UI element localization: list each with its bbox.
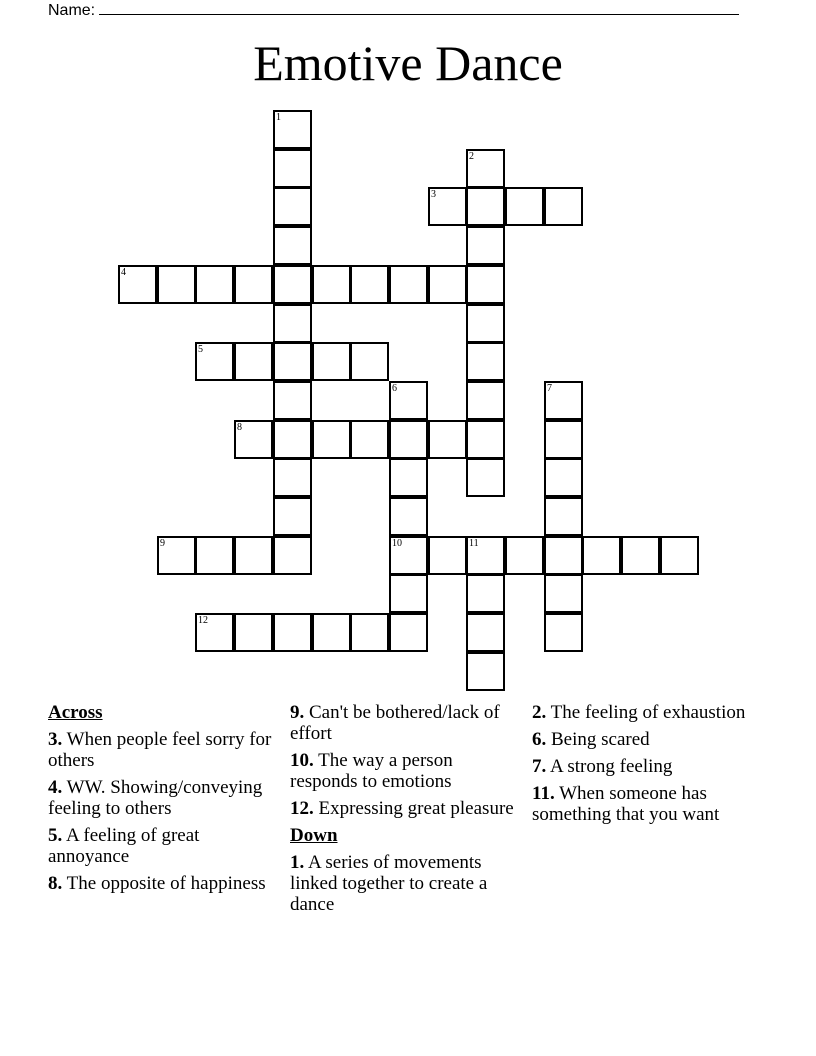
cell-number: 9 [160, 538, 165, 549]
grid-cell[interactable] [312, 420, 351, 459]
clue-across-4: 4. WW. Showing/conveying feeling to others [48, 777, 263, 819]
grid-cell[interactable] [466, 613, 505, 652]
cell-number: 8 [237, 422, 242, 433]
grid-cell[interactable] [234, 265, 273, 304]
grid-cell[interactable] [273, 187, 312, 226]
grid-cell[interactable] [234, 536, 273, 575]
grid-cell[interactable] [544, 574, 583, 613]
grid-cell[interactable] [273, 613, 312, 652]
grid-cell[interactable] [544, 187, 583, 226]
grid-cell[interactable] [312, 342, 351, 381]
grid-cell[interactable] [389, 613, 428, 652]
cell-number: 7 [547, 383, 552, 394]
grid-cell[interactable] [660, 536, 699, 575]
clues-column-3 [532, 702, 772, 831]
grid-cell[interactable] [466, 381, 505, 420]
page-title: Emotive Dance [253, 35, 563, 91]
grid-cell[interactable] [389, 381, 428, 420]
clue-across-9: 9. Can't be bothered/lack of effort [290, 702, 500, 744]
cell-number: 3 [431, 189, 436, 200]
grid-cell[interactable] [428, 265, 467, 304]
grid-cell[interactable] [195, 536, 234, 575]
grid-cell[interactable] [118, 265, 157, 304]
grid-cell[interactable] [544, 381, 583, 420]
grid-cell[interactable] [389, 497, 428, 536]
cell-number: 5 [198, 344, 203, 355]
grid-cell[interactable] [273, 149, 312, 188]
grid-cell[interactable] [389, 420, 428, 459]
cell-number: 11 [469, 538, 479, 549]
clue-across-8: 8. The opposite of happiness [48, 873, 266, 894]
grid-cell[interactable] [389, 265, 428, 304]
grid-cell[interactable] [312, 265, 351, 304]
grid-cell[interactable] [466, 304, 505, 343]
grid-cell[interactable] [273, 420, 312, 459]
grid-cell[interactable] [157, 265, 196, 304]
grid-cell[interactable] [505, 187, 544, 226]
clues-column-2 [290, 702, 520, 921]
grid-cell[interactable] [428, 420, 467, 459]
grid-cell[interactable] [195, 613, 234, 652]
grid-cell[interactable] [544, 420, 583, 459]
grid-cell[interactable] [621, 536, 660, 575]
clue-across-5: 5. A feeling of great annoyance [48, 825, 200, 867]
grid-cell[interactable] [466, 536, 505, 575]
grid-cell[interactable] [505, 536, 544, 575]
grid-cell[interactable] [350, 613, 389, 652]
grid-cell[interactable] [466, 265, 505, 304]
cell-number: 1 [276, 112, 281, 123]
grid-cell[interactable] [273, 110, 312, 149]
grid-cell[interactable] [544, 536, 583, 575]
grid-cell[interactable] [157, 536, 196, 575]
clue-down-7: 7. A strong feeling [532, 756, 673, 777]
grid-cell[interactable] [273, 226, 312, 265]
grid-cell[interactable] [273, 265, 312, 304]
clues-column-1 [48, 702, 273, 900]
clue-down-1: 1. A series of movements linked together to create a dance [290, 852, 488, 915]
grid-cell[interactable] [234, 420, 273, 459]
grid-cell[interactable] [273, 536, 312, 575]
grid-cell[interactable] [466, 652, 505, 691]
down-heading: Down [290, 825, 338, 846]
grid-cell[interactable] [544, 613, 583, 652]
grid-cell[interactable] [466, 226, 505, 265]
across-heading: Across [48, 702, 103, 723]
grid-cell[interactable] [273, 458, 312, 497]
clue-across-12: 12. Expressing great pleasure [290, 798, 514, 819]
cell-number: 10 [392, 538, 402, 549]
clue-down-6: 6. Being scared [532, 729, 650, 750]
grid-cell[interactable] [350, 420, 389, 459]
cell-number: 12 [198, 615, 208, 626]
grid-cell[interactable] [466, 420, 505, 459]
clue-down-11: 11. When someone has something that you want [532, 783, 720, 825]
grid-cell[interactable] [466, 458, 505, 497]
clue-across-3: 3. When people feel sorry for others [48, 729, 272, 771]
grid-cell[interactable] [428, 187, 467, 226]
clue-across-10: 10. The way a person responds to emotions [290, 750, 453, 792]
grid-cell[interactable] [350, 265, 389, 304]
grid-cell[interactable] [544, 458, 583, 497]
grid-cell[interactable] [234, 613, 273, 652]
name-label: Name: [48, 2, 96, 19]
grid-cell[interactable] [466, 187, 505, 226]
grid-cell[interactable] [195, 265, 234, 304]
grid-cell[interactable] [273, 381, 312, 420]
grid-cell[interactable] [389, 574, 428, 613]
grid-cell[interactable] [428, 536, 467, 575]
grid-cell[interactable] [466, 574, 505, 613]
grid-cell[interactable] [389, 536, 428, 575]
grid-cell[interactable] [466, 342, 505, 381]
grid-cell[interactable] [234, 342, 273, 381]
grid-cell[interactable] [582, 536, 621, 575]
grid-cell[interactable] [544, 497, 583, 536]
grid-cell[interactable] [273, 342, 312, 381]
grid-cell[interactable] [273, 304, 312, 343]
cell-number: 4 [121, 267, 126, 278]
grid-cell[interactable] [195, 342, 234, 381]
grid-cell[interactable] [273, 497, 312, 536]
grid-cell[interactable] [350, 342, 389, 381]
cell-number: 6 [392, 383, 397, 394]
grid-cell[interactable] [312, 613, 351, 652]
grid-cell[interactable] [389, 458, 428, 497]
grid-cell[interactable] [466, 149, 505, 188]
cell-number: 2 [469, 151, 474, 162]
clue-down-2: 2. The feeling of exhaustion [532, 702, 746, 723]
